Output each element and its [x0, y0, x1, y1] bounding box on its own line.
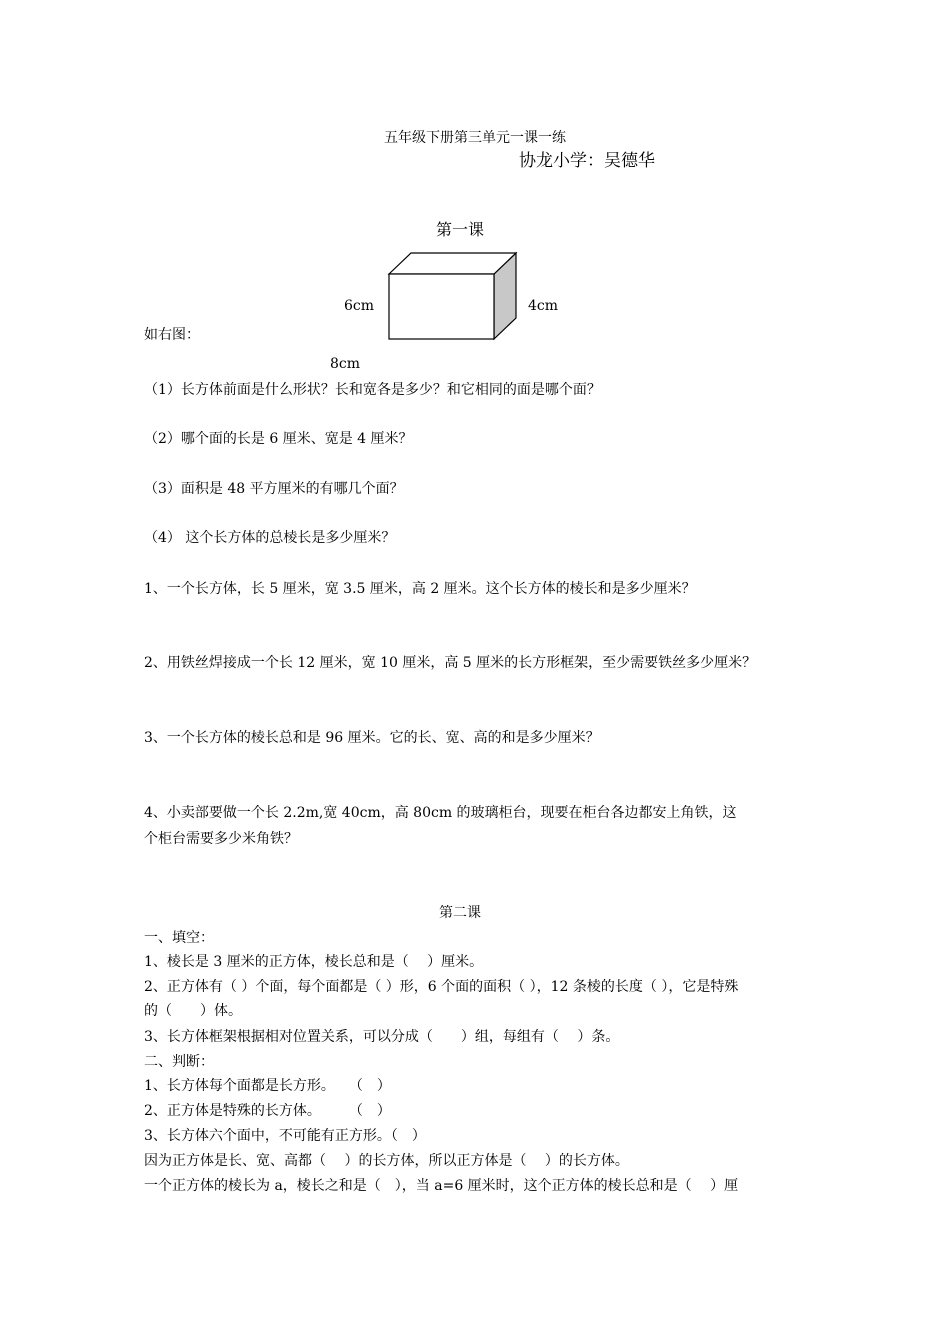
problem-4-line2: 个柜台需要多少米角铁？ — [144, 831, 298, 847]
cuboid-figure — [380, 248, 530, 344]
judge-heading: 二、判断： — [144, 1054, 214, 1070]
sub-question-1: （1）长方体前面是什么形状？长和宽各是多少？和它相同的面是哪个面？ — [144, 382, 601, 398]
judge-1: 1、长方体每个面都是长方形。 （ ） — [144, 1078, 391, 1094]
judge-3: 3、长方体六个面中，不可能有正方形。（ ） — [144, 1128, 426, 1144]
sub-question-4: （4） 这个长方体的总棱长是多少厘米？ — [144, 530, 396, 546]
author-line: 协龙小学：吴德华 — [519, 151, 655, 171]
judge-2: 2、正方体是特殊的长方体。 （ ） — [144, 1103, 391, 1119]
intro-text: 如右图： — [144, 327, 200, 343]
fill-blank-heading: 一、填空： — [144, 930, 214, 946]
fill-blank-2-line2: 的（ ）体。 — [144, 1003, 242, 1019]
sub-question-3: （3）面积是 48 平方厘米的有哪几个面？ — [144, 481, 404, 497]
fill-blank-2-line1: 2、正方体有（ ）个面，每个面都是（ ）形，6 个面的面积（ ），12 条棱的长度（ ），它是特殊 — [144, 979, 739, 995]
lesson2-heading: 第二课 — [439, 905, 481, 921]
problem-1: 1、一个长方体，长 5 厘米，宽 3.5 厘米，高 2 厘米。这个长方体的棱长和是多少厘米？ — [144, 581, 696, 597]
problem-3: 3、一个长方体的棱长总和是 96 厘米。它的长、宽、高的和是多少厘米？ — [144, 730, 600, 746]
cuboid-front-face — [389, 274, 494, 339]
lesson1-heading: 第一课 — [435, 220, 484, 239]
fill-blank-3: 3、长方体框架根据相对位置关系，可以分成（ ）组，每组有（ ）条。 — [144, 1029, 620, 1045]
extra-fill-2: 一个正方体的棱长为 a，棱长之和是（ ），当 a=6 厘米时，这个正方体的棱长总和是（ ）厘 — [144, 1178, 739, 1194]
height-label: 6cm — [344, 298, 375, 314]
sub-question-2: （2）哪个面的长是 6 厘米、宽是 4 厘米？ — [144, 431, 413, 447]
problem-2: 2、用铁丝焊接成一个长 12 厘米，宽 10 厘米，高 5 厘米的长方形框架，至少需要铁丝多少厘米？ — [144, 655, 757, 671]
extra-fill-1: 因为正方体是长、宽、高都（ ）的长方体，所以正方体是（ ）的长方体。 — [144, 1153, 629, 1169]
width-label: 4cm — [528, 298, 559, 314]
cuboid-top-face — [389, 253, 516, 274]
problem-4-line1: 4、小卖部要做一个长 2.2m,宽 40cm，高 80cm 的玻璃柜台，现要在柜台各边都安上角铁，这 — [144, 805, 737, 821]
length-label: 8cm — [330, 356, 361, 372]
fill-blank-1: 1、棱长是 3 厘米的正方体，棱长总和是（ ）厘米。 — [144, 954, 484, 970]
document-title: 五年级下册第三单元一课一练 — [384, 130, 566, 146]
